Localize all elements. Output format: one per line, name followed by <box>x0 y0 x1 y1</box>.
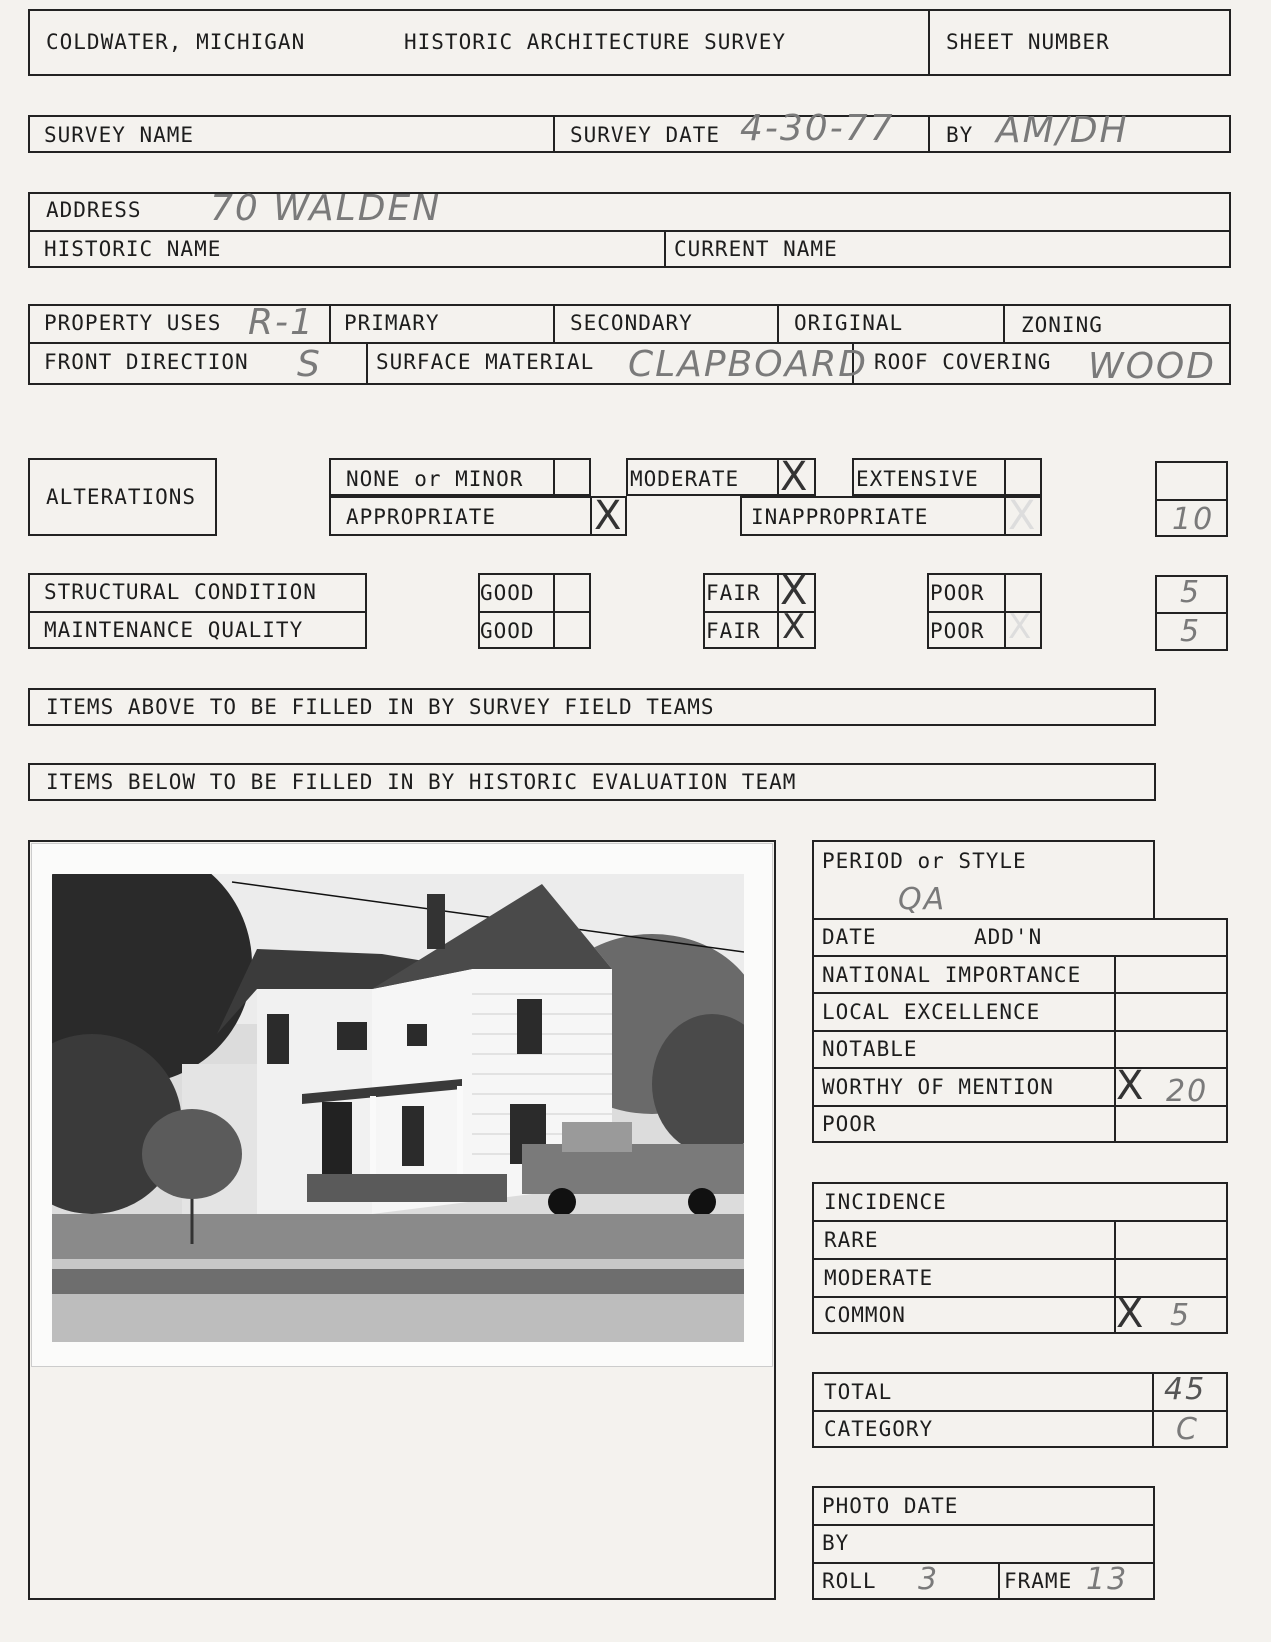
incidence-divider-2 <box>812 1258 1228 1260</box>
maintenance-poor-label: POOR <box>930 619 985 643</box>
structural-good-label: GOOD <box>480 581 535 605</box>
address-label: ADDRESS <box>46 198 142 222</box>
header-city: COLDWATER, MICHIGAN <box>46 30 306 54</box>
property-uses-label: PROPERTY USES <box>44 311 222 335</box>
alterations-score: 10 <box>1172 502 1215 537</box>
structural-poor-label: POOR <box>930 581 985 605</box>
address-value: 70 WALDEN <box>210 188 442 229</box>
survey-date-label: SURVEY DATE <box>570 123 721 147</box>
worthy-mark: X <box>1116 1063 1144 1109</box>
header-divider <box>928 9 930 76</box>
good-check-divider <box>553 573 555 649</box>
frame-value: 13 <box>1086 1562 1129 1597</box>
front-divider-1 <box>366 342 368 385</box>
evaluation-team-note: ITEMS BELOW TO BE FILLED IN BY HISTORIC EVALUATION TEAM <box>46 770 797 794</box>
period-value: QA <box>898 882 947 917</box>
notable-label: NOTABLE <box>822 1037 918 1061</box>
roof-covering-value: WOOD <box>1088 346 1216 387</box>
common-label: COMMON <box>824 1303 906 1327</box>
survey-divider-1 <box>553 115 555 153</box>
maintenance-fair-label: FAIR <box>706 619 761 643</box>
importance-divider-4 <box>812 1067 1228 1069</box>
sheet-number-label: SHEET NUMBER <box>946 30 1110 54</box>
maintenance-good-label: GOOD <box>480 619 535 643</box>
national-importance-label: NATIONAL IMPORTANCE <box>822 963 1082 987</box>
good-row-divider <box>478 611 591 613</box>
front-direction-label: FRONT DIRECTION <box>44 350 249 374</box>
importance-score-divider <box>1114 955 1116 1143</box>
category-label: CATEGORY <box>824 1417 934 1441</box>
surface-material-value: CLAPBOARD <box>628 344 868 385</box>
roll-label: ROLL <box>822 1569 877 1593</box>
period-label: PERIOD or STYLE <box>822 849 1027 873</box>
alterations-label: ALTERATIONS <box>46 485 197 509</box>
structural-score: 5 <box>1180 575 1202 610</box>
inappropriate-label: INAPPROPRIATE <box>751 505 929 529</box>
maintenance-fair-mark: X <box>782 607 806 647</box>
none-minor-label: NONE or MINOR <box>346 467 524 491</box>
extensive-label: EXTENSIVE <box>856 467 979 491</box>
rare-label: RARE <box>824 1228 879 1252</box>
surface-material-label: SURFACE MATERIAL <box>376 350 595 374</box>
worthy-of-mention-label: WORTHY OF MENTION <box>822 1075 1054 1099</box>
poor-check-divider <box>1004 573 1006 649</box>
alterations-score-divider <box>1155 499 1228 501</box>
addn-label: ADD'N <box>974 925 1043 949</box>
maintenance-quality-label: MAINTENANCE QUALITY <box>44 618 304 642</box>
structural-condition-label: STRUCTURAL CONDITION <box>44 580 317 604</box>
survey-by-label: BY <box>946 123 974 147</box>
original-label: ORIGINAL <box>794 311 904 335</box>
primary-label: PRIMARY <box>344 311 440 335</box>
roll-value: 3 <box>918 1562 940 1597</box>
worthy-score: 20 <box>1166 1074 1209 1109</box>
front-direction-value: S <box>297 344 322 385</box>
incidence-divider-1 <box>812 1220 1228 1222</box>
photo-by-label: BY <box>822 1531 850 1555</box>
common-score: 5 <box>1170 1298 1192 1333</box>
moderate-mark: X <box>780 454 808 500</box>
condition-label-divider <box>28 611 367 613</box>
uses-divider-1 <box>329 304 331 342</box>
roof-covering-label: ROOF COVERING <box>874 350 1052 374</box>
appropriate-check-divider <box>590 496 592 536</box>
date-label: DATE <box>822 925 877 949</box>
uses-divider-2 <box>553 304 555 342</box>
appropriate-mark: X <box>594 493 622 539</box>
moderate-check-divider <box>777 458 779 496</box>
incidence-label: INCIDENCE <box>824 1190 947 1214</box>
secondary-label: SECONDARY <box>570 311 693 335</box>
uses-divider-4 <box>1003 304 1005 342</box>
category-value: C <box>1176 1412 1199 1447</box>
total-label: TOTAL <box>824 1380 893 1404</box>
appropriate-label: APPROPRIATE <box>346 505 497 529</box>
survey-by-value: AM/DH <box>996 110 1129 151</box>
maintenance-poor-mark: X <box>1008 607 1032 647</box>
field-teams-note: ITEMS ABOVE TO BE FILLED IN BY SURVEY FIELD TEAMS <box>46 695 715 719</box>
zoning-label: ZONING <box>1021 313 1103 337</box>
fair-check-divider <box>777 573 779 649</box>
uses-divider-3 <box>777 304 779 342</box>
photo-date-label: PHOTO DATE <box>822 1494 959 1518</box>
historic-name-label: HISTORIC NAME <box>44 237 222 261</box>
photo-info-divider-1 <box>812 1524 1155 1526</box>
totals-divider <box>812 1410 1228 1412</box>
survey-date-value: 4-30-77 <box>740 108 895 149</box>
structural-fair-label: FAIR <box>706 581 761 605</box>
roll-frame-divider <box>998 1562 1000 1600</box>
incidence-divider-3 <box>812 1296 1228 1298</box>
name-divider <box>664 230 666 268</box>
none-minor-check-divider <box>553 458 555 496</box>
maintenance-score: 5 <box>1180 614 1202 649</box>
frame-label: FRAME <box>1004 1569 1073 1593</box>
address-row-divider <box>28 230 1231 232</box>
common-mark: X <box>1116 1291 1144 1337</box>
importance-divider-2 <box>812 992 1228 994</box>
importance-divider-3 <box>812 1030 1228 1032</box>
totals-value-divider <box>1152 1372 1154 1448</box>
current-name-label: CURRENT NAME <box>674 237 838 261</box>
structural-fair-mark: X <box>780 568 808 614</box>
header-title: HISTORIC ARCHITECTURE SURVEY <box>404 30 787 54</box>
survey-divider-2 <box>928 115 930 153</box>
house-photo <box>52 874 744 1342</box>
importance-divider-1 <box>812 955 1228 957</box>
moderate-label: MODERATE <box>630 467 740 491</box>
incidence-moderate-label: MODERATE <box>824 1266 934 1290</box>
house-photo-image <box>52 874 744 1342</box>
local-excellence-label: LOCAL EXCELLENCE <box>822 1000 1041 1024</box>
survey-name-label: SURVEY NAME <box>44 123 195 147</box>
inappropriate-mark: X <box>1008 493 1036 539</box>
total-value: 45 <box>1164 1372 1207 1407</box>
extensive-check-divider <box>1004 458 1006 496</box>
evaluation-poor-label: POOR <box>822 1112 877 1136</box>
property-uses-value: R-1 <box>248 302 315 343</box>
inappropriate-check-divider <box>1004 496 1006 536</box>
